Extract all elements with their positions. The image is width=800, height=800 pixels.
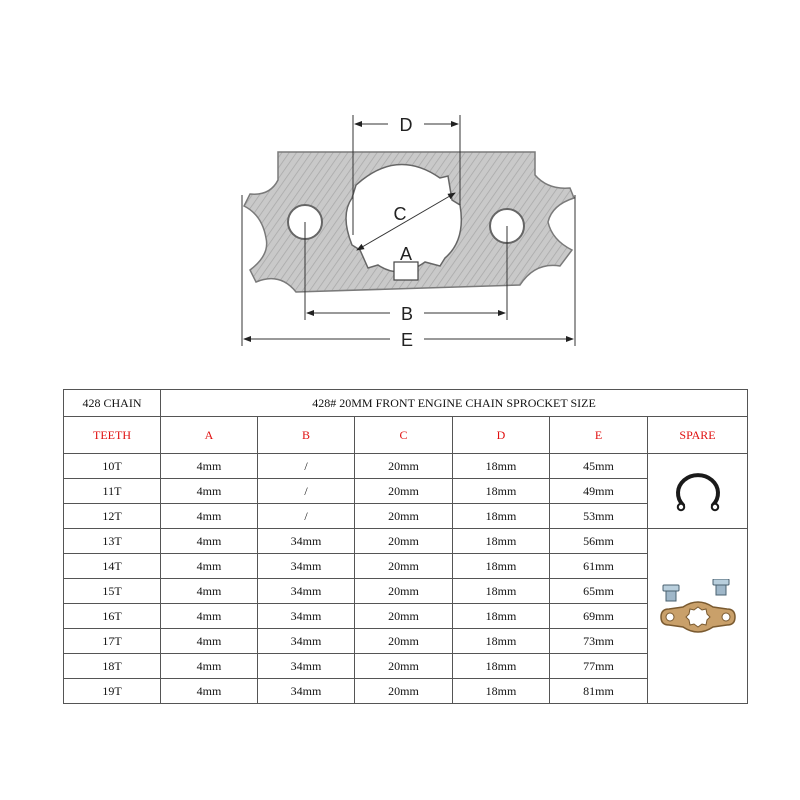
- cell-b: /: [258, 454, 355, 479]
- cell-e: 65mm: [550, 579, 648, 604]
- table-row: [64, 504, 748, 529]
- table-row: [64, 604, 748, 629]
- cell-c: 20mm: [355, 679, 453, 704]
- cell-d: 18mm: [453, 604, 550, 629]
- table-row: [64, 679, 748, 704]
- cell-teeth: 15T: [64, 579, 161, 604]
- cell-a: 4mm: [161, 454, 258, 479]
- cell-e: 56mm: [550, 529, 648, 554]
- cell-c: 20mm: [355, 504, 453, 529]
- circlip-icon: [663, 461, 733, 517]
- cell-e: 61mm: [550, 554, 648, 579]
- table-row: [64, 454, 748, 479]
- cell-d: 18mm: [453, 454, 550, 479]
- label-c: C: [393, 204, 407, 224]
- table-title-row: [64, 390, 748, 417]
- cell-teeth: 19T: [64, 679, 161, 704]
- cell-a: 4mm: [161, 554, 258, 579]
- cell-d: 18mm: [453, 629, 550, 654]
- table-row: [64, 479, 748, 504]
- cell-teeth: 18T: [64, 654, 161, 679]
- cell-b: 34mm: [258, 554, 355, 579]
- label-d: D: [399, 115, 413, 135]
- cell-a: 4mm: [161, 679, 258, 704]
- cell-e: 77mm: [550, 654, 648, 679]
- col-header-b: B: [258, 417, 355, 454]
- cell-teeth: 11T: [64, 479, 161, 504]
- cell-c: 20mm: [355, 579, 453, 604]
- label-a: A: [399, 244, 413, 264]
- cell-d: 18mm: [453, 504, 550, 529]
- table-row: [64, 654, 748, 679]
- cell-a: 4mm: [161, 629, 258, 654]
- cell-d: 18mm: [453, 479, 550, 504]
- spare-cell-circlip: [648, 454, 748, 529]
- cell-e: 45mm: [550, 454, 648, 479]
- cell-teeth: 14T: [64, 554, 161, 579]
- cell-a: 4mm: [161, 654, 258, 679]
- cell-teeth: 12T: [64, 504, 161, 529]
- cell-b: 34mm: [258, 529, 355, 554]
- sprocket-body: [244, 152, 574, 292]
- cell-a: 4mm: [161, 479, 258, 504]
- cell-e: 73mm: [550, 629, 648, 654]
- table-row: [64, 579, 748, 604]
- cell-e: 49mm: [550, 479, 648, 504]
- cell-teeth: 10T: [64, 454, 161, 479]
- cell-d: 18mm: [453, 679, 550, 704]
- col-header-d: D: [453, 417, 550, 454]
- cell-c: 20mm: [355, 479, 453, 504]
- sprocket-size-table: [63, 389, 748, 704]
- cell-e: 81mm: [550, 679, 648, 704]
- cell-d: 18mm: [453, 529, 550, 554]
- cell-c: 20mm: [355, 554, 453, 579]
- cell-teeth: 17T: [64, 629, 161, 654]
- table-title: 428# 20MM FRONT ENGINE CHAIN SPROCKET SIZE: [161, 390, 748, 417]
- cell-teeth: 13T: [64, 529, 161, 554]
- table-row: [64, 529, 748, 554]
- col-header-teeth: TEETH: [64, 417, 161, 454]
- cell-d: 18mm: [453, 579, 550, 604]
- cell-b: 34mm: [258, 629, 355, 654]
- cell-e: 69mm: [550, 604, 648, 629]
- table-row: [64, 629, 748, 654]
- label-e: E: [400, 330, 414, 350]
- keyway-notch: [394, 262, 418, 280]
- table-row: [64, 554, 748, 579]
- col-header-spare: SPARE: [648, 417, 748, 454]
- sprocket-dimension-diagram: [0, 0, 800, 380]
- cell-b: 34mm: [258, 654, 355, 679]
- cell-c: 20mm: [355, 654, 453, 679]
- col-header-c: C: [355, 417, 453, 454]
- column-header-row: [64, 417, 748, 454]
- cell-a: 4mm: [161, 504, 258, 529]
- cell-b: 34mm: [258, 604, 355, 629]
- spare-cell-lock-plate: [648, 529, 748, 704]
- cell-b: /: [258, 479, 355, 504]
- col-header-a: A: [161, 417, 258, 454]
- cell-b: 34mm: [258, 579, 355, 604]
- cell-a: 4mm: [161, 604, 258, 629]
- dimension-a: [400, 244, 412, 264]
- label-b: B: [400, 304, 414, 324]
- cell-c: 20mm: [355, 454, 453, 479]
- lock-plate-with-bolts-icon: [653, 579, 743, 649]
- cell-b: /: [258, 504, 355, 529]
- chain-label: 428 CHAIN: [64, 390, 161, 417]
- cell-a: 4mm: [161, 529, 258, 554]
- cell-a: 4mm: [161, 579, 258, 604]
- cell-teeth: 16T: [64, 604, 161, 629]
- cell-c: 20mm: [355, 629, 453, 654]
- cell-b: 34mm: [258, 679, 355, 704]
- cell-c: 20mm: [355, 604, 453, 629]
- cell-c: 20mm: [355, 529, 453, 554]
- cell-e: 53mm: [550, 504, 648, 529]
- cell-d: 18mm: [453, 554, 550, 579]
- col-header-e: E: [550, 417, 648, 454]
- cell-d: 18mm: [453, 654, 550, 679]
